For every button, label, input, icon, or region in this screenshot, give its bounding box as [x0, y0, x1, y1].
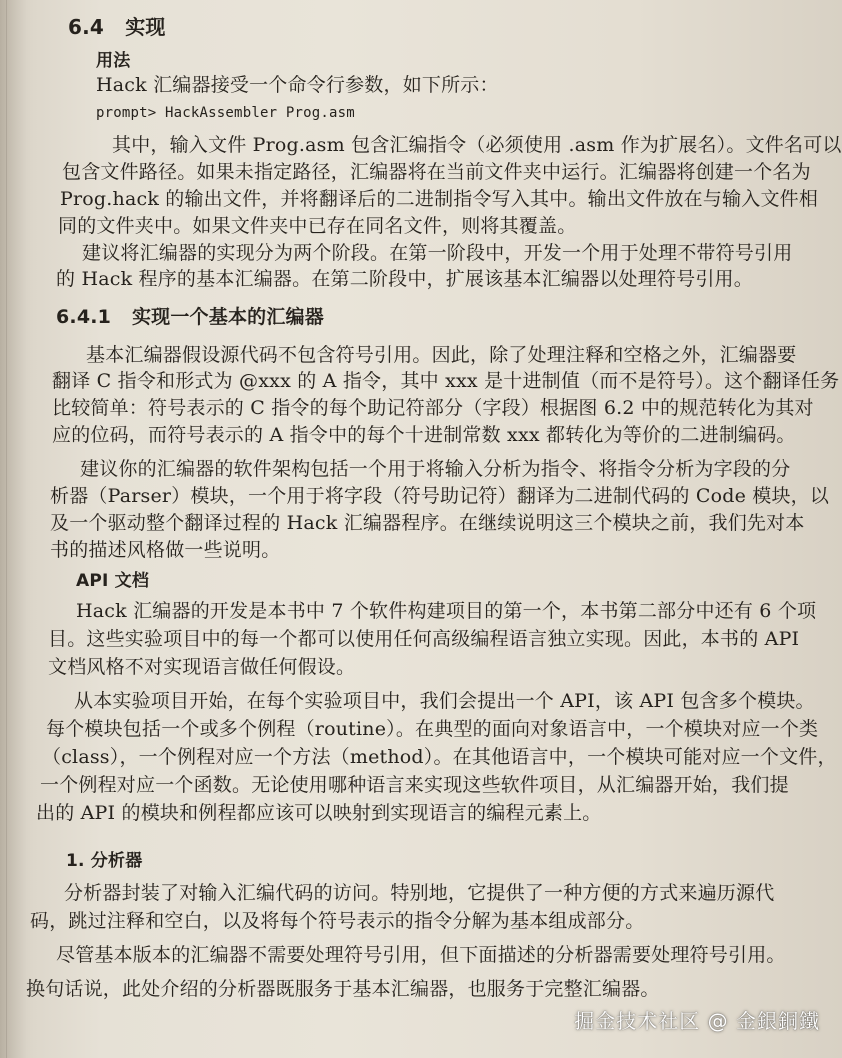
- api-paragraph-1-line-3: 文档风格不对实现语言做任何假设。: [48, 656, 356, 678]
- subsection-paragraph-2-line-4: 书的描述风格做一些说明。: [50, 539, 281, 561]
- usage-intro: Hack 汇编器接受一个命令行参数，如下所示：: [96, 74, 499, 96]
- api-paragraph-2-line-5: 出的 API 的模块和例程都应该可以映射到实现语言的编程元素上。: [36, 802, 602, 824]
- page-binding: [0, 0, 26, 1058]
- command-example: prompt> HackAssembler Prog.asm: [96, 105, 355, 121]
- usage-paragraph-2-line-2: 的 Hack 程序的基本汇编器。在第二阶段中，扩展该基本汇编器以处理符号引用。: [56, 268, 753, 290]
- usage-paragraph-1-line-4: 同的文件夹中。如果文件夹中已存在同名文件，则将其覆盖。: [58, 215, 577, 237]
- usage-paragraph-1-line-3: Prog.hack 的输出文件，并将翻译后的二进制指令写入其中。输出文件放在与输入文件相: [60, 188, 819, 210]
- usage-paragraph-2-line-1: 建议将汇编器的实现分为两个阶段。在第一阶段中，开发一个用于处理不带符号引用: [82, 242, 793, 264]
- section-number: 6.4: [68, 15, 105, 39]
- subsection-heading: [56, 304, 324, 330]
- page-content: [26, 0, 842, 1058]
- subsection-paragraph-1-line-3: 比较简单：符号表示的 C 指令的每个助记符部分（字段）根据图 6.2 中的规范转化为其对: [52, 397, 814, 419]
- parser-heading: 1. 分析器: [66, 851, 143, 871]
- subsection-paragraph-2-line-3: 及一个驱动整个翻译过程的 Hack 汇编器程序。在继续说明这三个模块之前，我们先对本: [50, 512, 805, 534]
- subsection-title: 实现一个基本的汇编器: [131, 306, 324, 328]
- parser-paragraph-1-line-1: 分析器封装了对输入汇编代码的访问。特别地，它提供了一种方便的方式来遍历源代: [64, 882, 775, 904]
- api-paragraph-2-line-1: 从本实验项目开始，在每个实验项目中，我们会提出一个 API，该 API 包含多个模块。: [74, 690, 815, 712]
- api-paragraph-1-line-1: Hack 汇编器的开发是本书中 7 个软件构建项目的第一个，本书第二部分中还有 6 个项: [76, 600, 817, 622]
- usage-paragraph-1-line-2: 包含文件路径。如果未指定路径，汇编器将在当前文件夹中运行。汇编器将创建一个名为: [62, 161, 811, 183]
- subsection-paragraph-1-line-4: 应的位码，而符号表示的 A 指令中的每个十进制常数 xxx 都转化为等价的二进制编码。: [52, 424, 796, 446]
- api-paragraph-2-line-2: 每个模块包括一个或多个例程（routine）。在典型的面向对象语言中，一个模块对应一个类: [46, 718, 819, 740]
- api-paragraph-2-line-4: 一个例程对应一个函数。无论使用哪种语言来实现这些软件项目，从汇编器开始，我们提: [40, 774, 789, 796]
- subsection-paragraph-1-line-1: 基本汇编器假设源代码不包含符号引用。因此，除了处理注释和空格之外，汇编器要: [86, 344, 797, 366]
- subsection-paragraph-2-line-2: 析器（Parser）模块，一个用于将字段（符号助记符）翻译为二进制代码的 Code 模块，以: [50, 485, 830, 507]
- usage-paragraph-1-line-1: 其中，输入文件 Prog.asm 包含汇编指令（必须使用 .asm 作为扩展名）。文件名可以: [112, 134, 842, 156]
- api-heading: API 文档: [76, 571, 150, 591]
- subsection-paragraph-2-line-1: 建议你的汇编器的软件架构包括一个用于将输入分析为指令、将指令分析为字段的分: [80, 458, 791, 480]
- subsection-paragraph-1-line-2: 翻译 C 指令和形式为 @xxx 的 A 指令，其中 xxx 是十进制值（而不是符号）。这个翻译任务: [52, 370, 840, 392]
- parser-paragraph-2-line-1: 尽管基本版本的汇编器不需要处理符号引用，但下面描述的分析器需要处理符号引用。: [56, 944, 786, 966]
- api-paragraph-1-line-2: 目。这些实验项目中的每一个都可以使用任何高级编程语言独立实现。因此，本书的 API: [48, 628, 800, 650]
- parser-paragraph-2-line-2: 换句话说，此处介绍的分析器既服务于基本汇编器，也服务于完整汇编器。: [26, 978, 660, 1000]
- watermark: 掘金技术社区 @ 金銀銅鐵: [574, 1009, 820, 1033]
- api-paragraph-2-line-3: （class），一个例程对应一个方法（method）。在其他语言中，一个模块可能对应一个文件，: [42, 746, 837, 768]
- section-heading: [68, 14, 166, 40]
- section-title: 实现: [125, 15, 166, 39]
- usage-heading: 用法: [96, 51, 131, 71]
- subsection-number: 6.4.1: [56, 306, 112, 328]
- parser-paragraph-1-line-2: 码，跳过注释和空白，以及将每个符号表示的指令分解为基本组成部分。: [30, 910, 645, 932]
